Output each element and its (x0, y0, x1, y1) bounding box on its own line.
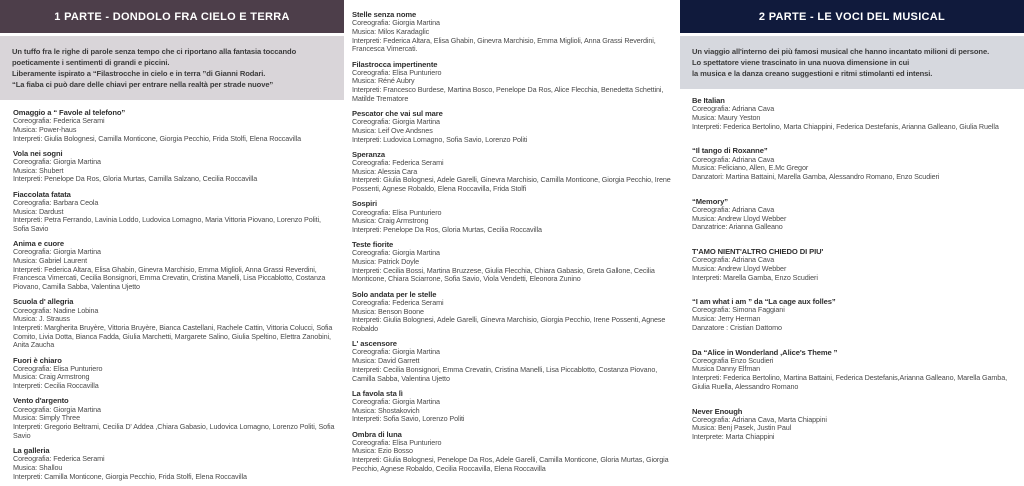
piece-title: Scuola d' allegria (13, 297, 74, 307)
credit-line: Musica: Gabriel Laurent (13, 256, 88, 266)
credit-line: Coreografia: Giorgia Martina (352, 18, 440, 28)
credit-line: Musica Danny Elfman (692, 364, 761, 374)
credit-line: Musica: David Garrett (352, 356, 420, 366)
credit-lines (352, 439, 674, 474)
credit-lines (352, 299, 674, 334)
program-entry (13, 396, 338, 440)
program-entry (13, 239, 338, 292)
piece-title: La galleria (13, 445, 50, 455)
credit-lines (692, 357, 1018, 392)
part-2-header (680, 0, 1024, 33)
piece-title: Fiaccolata fatata (13, 189, 71, 199)
middle-entries (352, 10, 674, 474)
piece-title: “I am what i am ” da “La cage aux folles” (692, 297, 836, 307)
credit-lines (352, 398, 674, 424)
part-1-intro (0, 36, 344, 100)
part-1-title: 1 PARTE - DONDOLO FRA CIELO E TERRA (54, 10, 290, 23)
program-entry (692, 96, 1018, 131)
credit-line: Musica: Craig Armstrong (13, 372, 90, 382)
program-entry (352, 389, 674, 424)
credit-lines (13, 117, 338, 143)
intro-line: Un viaggio all'interno dei più famosi musical che hanno incantato milioni di persone. (692, 47, 990, 56)
part-2-intro (680, 36, 1024, 89)
piece-title: La favola sta lì (352, 388, 403, 398)
intro-line: Liberamente ispirato a “Filastrocche in cielo e in terra ”di Gianni Rodari. (12, 69, 266, 78)
credit-lines (352, 249, 674, 284)
credit-lines (13, 158, 338, 184)
credit-lines (692, 156, 1018, 182)
part-2-section (680, 0, 1024, 486)
intro-line: “La fiaba ci può dare delle chiavi per entrare nella realtà per strade nuove” (12, 80, 274, 89)
piece-title: Anima e cuore (13, 239, 65, 249)
program-entry (352, 430, 674, 474)
piece-title: Pescator che vai sul mare (352, 109, 443, 119)
program-entry (352, 10, 674, 54)
credit-line: Giulia Ruella, Alessandro Romano (692, 381, 799, 391)
credit-line: Coreografia: Elisa Punturiero (13, 363, 103, 373)
credit-line: Musica: Alessia Cara (352, 166, 418, 176)
credit-line: Coreografia: Federica Serami (13, 454, 105, 464)
credit-line: Danzatori: Martina Battaini, Marella Gamba, Alessandro Romano, Enzo Scudieri (692, 171, 940, 181)
credit-line: Musica: Shubert (13, 165, 64, 175)
credit-line: Musica: Feliciano, Allen, E.Mc Gregor (692, 163, 809, 173)
credit-line: Interpreti: Giulia Bolognesi, Penelope Da Ros, Adele Garelli, Camilla Monticone, Gloria Murtas, Giorgia Pecchio, Agnese Robaldo, Cecilia Roccavilla, Elena Roccavilla (352, 455, 669, 473)
credit-line: Coreografia: Adriana Cava, Marta Chiappini (692, 414, 827, 424)
credit-line: Danzatore : Cristian Dattomo (692, 322, 782, 332)
piece-title: “Il tango di Roxanne” (692, 146, 768, 156)
credit-line: Interpreti: Penelope Da Ros, Gloria Murtas, Camilla Salzano, Cecilia Roccavilla (13, 174, 258, 184)
part-2-title: 2 PARTE - LE VOCI DEL MUSICAL (758, 10, 946, 23)
piece-title: Solo andata per le stelle (352, 289, 437, 299)
program-entry (692, 197, 1018, 232)
credit-line: Musica: Andrew Lloyd Webber (692, 213, 787, 223)
credit-line: Coreografia: Federica Serami (13, 116, 105, 126)
credit-line: Musica: J. Strauss (13, 314, 70, 324)
piece-title: Stelle senza nome (352, 10, 417, 19)
credit-lines (692, 256, 1018, 282)
credit-lines (352, 209, 674, 235)
credit-line: Musica: Milos Karadaglic (352, 26, 430, 36)
credit-line: Coreografia: Elisa Punturiero (352, 207, 442, 217)
program-entry (13, 190, 338, 234)
piece-title: Sospiri (352, 199, 378, 209)
credit-line: Coreografia: Nadine Lobina (13, 305, 99, 315)
intro-line: Un tuffo fra le righe di parole senza tempo che ci riportano alla fantasia toccando (12, 47, 297, 56)
middle-column (344, 0, 680, 486)
credit-line: Musica: Andrew Lloyd Webber (692, 263, 787, 273)
part-2-entries (680, 89, 1024, 457)
credit-line: Coreografia: Giorgia Martina (13, 404, 101, 414)
credit-line: Musica: Ezio Bosso (352, 446, 413, 456)
credit-line: Musica: Maury Yeston (692, 112, 761, 122)
credit-line: Interpreti: Cecilia Bossi, Martina Bruzzese, Giulia Flecchia, Chiara Gabasio, Greta Gallone, Cecilia Monticone, Chiara Sciarrone, Sofia Savio, Viola Vendetti, Eleonora Zunino (352, 265, 655, 284)
credit-lines (13, 248, 338, 292)
intro-line: Lo spettatore viene trascinato in una nuova dimensione in cui (692, 58, 910, 67)
program-entry (692, 146, 1018, 181)
part-1-entries (0, 100, 344, 486)
credit-lines (692, 306, 1018, 332)
credit-line: Interpreti: Penelope Da Ros, Gloria Murtas, Cecilia Roccavilla (352, 224, 542, 234)
part-1-header (0, 0, 344, 33)
credit-line: Coreografia: Federica Serami (352, 297, 444, 307)
credit-lines (692, 105, 1018, 131)
credit-line: Interpreti: Sofia Savio, Lorenzo Politi (352, 414, 465, 424)
credit-line: Coreografia: Elisa Punturiero (352, 437, 442, 447)
program-entry (692, 297, 1018, 332)
credit-line: Interpreti: Gregorio Beltrami, Cecilia D' Addea ,Chiara Gabasio, Ludovica Lomagno, Lorenzo Politi, Sofia Savio (13, 422, 335, 440)
program-entry (352, 290, 674, 334)
credit-lines (13, 406, 338, 441)
credit-line: Coreografia: Giorgia Martina (13, 247, 101, 257)
credit-lines (692, 416, 1018, 442)
credit-lines (352, 19, 674, 54)
credit-line: Interpreti: Federica Altara, Elisa Ghabin, Ginevra Marchisio, Emma Miglioli, Anna Grassi Reverdini, Francesca Vimercati, Cecilia Bonsignori, Emma Crevatin, Cristina Manelli, Lisa Piccablotto, Costanza Piovano, Camilla Sabba, Valentina Ujetto (13, 264, 326, 292)
credit-line: Musica: Power-haus (13, 124, 77, 134)
piece-title: Ombra di luna (352, 429, 402, 439)
credit-line: Musica: Leif Ove Andsnes (352, 125, 433, 135)
credit-lines (13, 199, 338, 234)
credit-lines (692, 206, 1018, 232)
credit-line: Coreografia: Giorgia Martina (352, 117, 440, 127)
credit-lines (352, 348, 674, 383)
credit-line: Interpreti: Cecilia Bonsignori, Emma Crevatin, Cristina Manelli, Lisa Piccablotto, Costanza Piovano, Camilla Sabba, Valentina Ujetto (352, 364, 658, 383)
credit-line: Coreografia: Elisa Punturiero (352, 67, 442, 77)
program-entry (13, 356, 338, 391)
credit-line: Interpreti: Federica Altara, Elisa Ghabin, Ginevra Marchisio, Emma Miglioli, Anna Grassi Reverdini, Francesca Vimercati. (352, 35, 656, 54)
credit-line: Musica: Benj Pasek, Justin Paul (692, 423, 792, 433)
credit-lines (13, 365, 338, 391)
credit-lines (13, 307, 338, 351)
credit-line: Coreografia: Giorgia Martina (352, 396, 440, 406)
credit-line: Coreografia: Adriana Cava (692, 154, 775, 164)
credit-line: Interpreti: Francesco Burdese, Martina Bosco, Penelope Da Ros, Alice Flecchia, Benedetta Schettini, Matilde Trematore (352, 85, 664, 103)
credit-line: Musica: Shostakovich (352, 405, 420, 415)
credit-line: Interpreti: Margherita Bruyère, Vittoria Bruyère, Bianca Castellani, Rachele Cattin, Vittoria Colucci, Sofia Comito, Livia Dotta, Bianca Fadda, Giulia Marchetti, Margarete Salino, Giulia Speltino, Elettra Zanobini, Anita Zaucha (13, 322, 333, 350)
credit-line: Coreografia: Giorgia Martina (352, 248, 440, 258)
credit-line: Musica: Réné Aubry (352, 76, 415, 86)
piece-title: Filastrocca impertinente (352, 59, 438, 69)
credit-line: Interpreti: Federica Bertolino, Marta Chiappini, Federica Destefanis, Arianna Galleano, Giulia Ruella (692, 121, 999, 131)
credit-line: Coreografia Enzo Scudieri (692, 355, 774, 365)
program-entry (13, 297, 338, 350)
credit-line: Interpreti: Ludovica Lomagno, Sofia Savio, Lorenzo Politi (352, 134, 528, 144)
piece-title: Be Italian (692, 96, 725, 105)
intro-line: la musica e la danza creano suggestioni e ritmi stimolanti ed intensi. (692, 69, 933, 78)
piece-title: Omaggio a “ Favole al telefono” (13, 108, 126, 117)
part-1-section (0, 0, 344, 486)
credit-line: Musica: Simply Three (13, 413, 80, 423)
program-entry (352, 60, 674, 104)
program-entry (352, 199, 674, 234)
piece-title: T'AMO NIENT'ALTRO CHIEDO DI PIU' (692, 246, 824, 256)
credit-lines (352, 159, 674, 194)
credit-line: Musica: Benson Boone (352, 306, 424, 316)
program-entry (13, 446, 338, 481)
piece-title: Speranza (352, 149, 385, 159)
credit-lines (13, 455, 338, 481)
credit-line: Interpreti: Camilla Monticone, Giorgia Pecchio, Frida Stolfi, Elena Roccavilla (13, 471, 247, 481)
credit-line: Coreografia: Adriana Cava (692, 255, 775, 265)
program-entry (692, 407, 1018, 442)
credit-line: Musica: Patrick Doyle (352, 257, 419, 267)
piece-title: Never Enough (692, 406, 743, 416)
program-entry (692, 247, 1018, 282)
program-entry (13, 108, 338, 143)
credit-line: Interprete: Marta Chiappini (692, 432, 775, 442)
program-entry (692, 348, 1018, 392)
credit-line: Coreografia: Adriana Cava (692, 204, 775, 214)
piece-title: Da “Alice in Wonderland ,Alice's Theme ” (692, 347, 838, 357)
credit-line: Interpreti: Giulia Bolognesi, Adele Garelli, Ginevra Marchisio, Giorgia Pecchio, Irene Possenti, Agnese Robaldo (352, 315, 666, 333)
credit-line: Musica: Shallou (13, 462, 63, 472)
intro-line: poeticamente i sentimenti di grandi e piccini. (12, 58, 170, 67)
program-entry (352, 240, 674, 284)
credit-line: Coreografia: Simona Faggiani (692, 305, 785, 315)
piece-title: Teste fiorite (352, 240, 394, 250)
piece-title: Vento d'argento (13, 396, 69, 406)
credit-line: Musica: Dardust (13, 206, 64, 216)
credit-lines (352, 118, 674, 144)
credit-line: Interpreti: Cecilia Roccavilla (13, 381, 99, 391)
credit-line: Coreografia: Federica Serami (352, 158, 444, 168)
credit-line: Interpreti: Federica Bertolino, Martina Battaini, Federica Destefanis,Arianna Galleano, Marella Gamba, (692, 373, 1007, 383)
piece-title: Vola nei sogni (13, 148, 63, 158)
piece-title: Fuori è chiaro (13, 355, 62, 365)
credit-lines (352, 69, 674, 104)
credit-line: Interpreti: Giulia Bolognesi, Adele Garelli, Ginevra Marchisio, Camilla Monticone, Giorgia Pecchio, Irene Possenti, Agnese Robaldo, Elena Roccavilla, Frida Stolfi (352, 175, 671, 194)
piece-title: L' ascensore (352, 339, 397, 349)
piece-title: “Memory” (692, 196, 728, 206)
credit-line: Interpreti: Petra Ferrando, Lavinia Loddo, Ludovica Lomagno, Maria Vittoria Piovano, Lorenzo Politi, Sofia Savio (13, 215, 321, 233)
credit-line: Interpreti: Giulia Bolognesi, Camilla Monticone, Giorgia Pecchio, Frida Stolfi, Elena Roccavilla (13, 133, 302, 143)
credit-line: Coreografia: Barbara Ceola (13, 197, 99, 207)
program-entry (352, 339, 674, 383)
credit-line: Interpreti: Marella Gamba, Enzo Scudieri (692, 272, 818, 282)
program-entry (13, 149, 338, 184)
credit-line: Coreografia: Adriana Cava (692, 104, 775, 114)
program-entry (352, 150, 674, 194)
credit-line: Coreografia: Giorgia Martina (13, 157, 101, 167)
program-entry (352, 109, 674, 144)
credit-line: Musica: Craig Armstrong (352, 216, 429, 226)
credit-line: Musica: Jerry Herman (692, 314, 761, 324)
credit-line: Danzatrice: Arianna Galleano (692, 222, 783, 232)
credit-line: Coreografia: Giorgia Martina (352, 347, 440, 357)
